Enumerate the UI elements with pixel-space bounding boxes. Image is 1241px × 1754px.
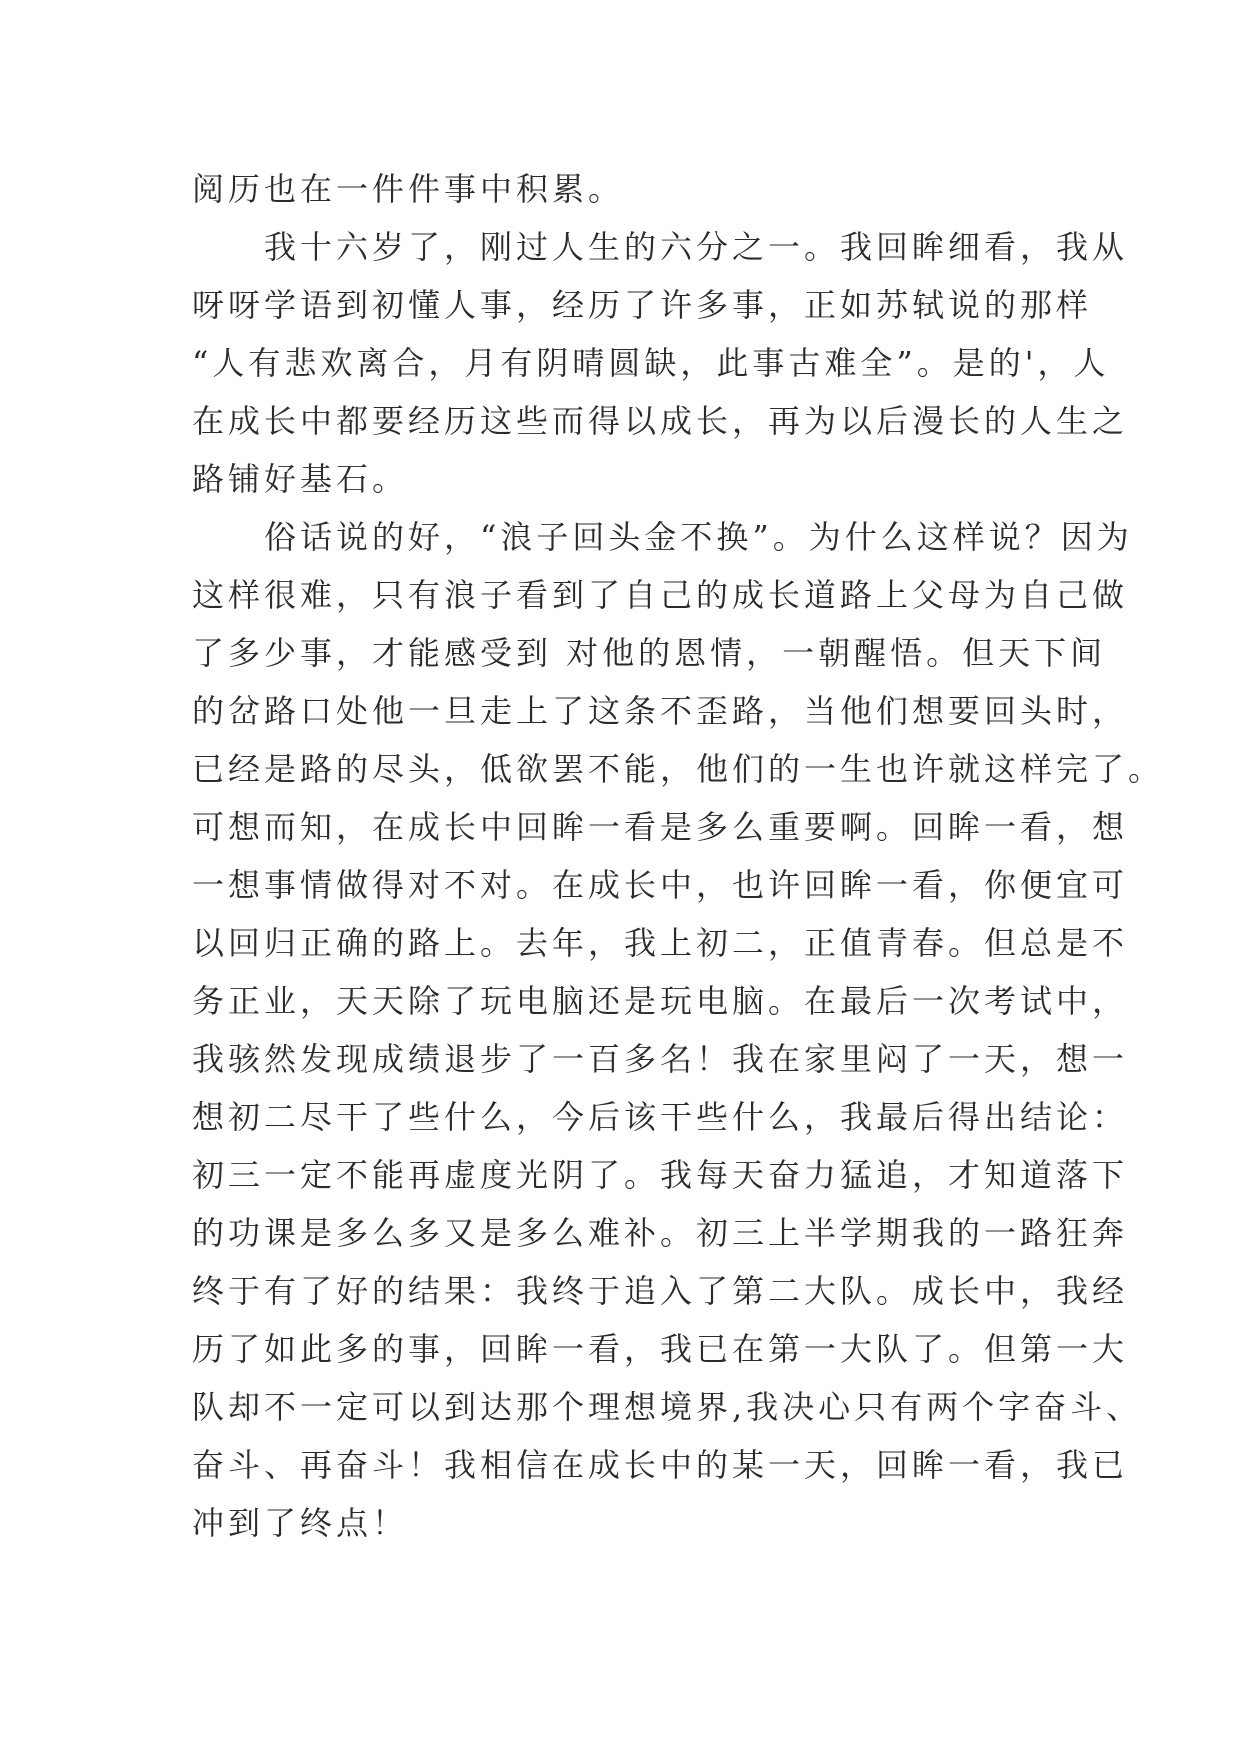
- essay-text: [192, 160, 1165, 1552]
- text-line: 终于有了好的结果：我终于追入了第二大队。成长中，我经: [192, 1272, 1129, 1310]
- text-line: 想初二尽干了些什么，今后该干些什么，我最后得出结论：: [192, 1098, 1129, 1136]
- text-line: 我十六岁了，刚过人生的六分之一。我回眸细看，我从: [192, 228, 1129, 266]
- text-line: 冲到了终点！: [192, 1504, 409, 1542]
- text-line: 奋斗、再奋斗！我相信在成长中的某一天，回眸一看，我已: [192, 1446, 1129, 1484]
- text-line: 呀呀学语到初懂人事，经历了许多事，正如苏轼说的那样: [192, 286, 1093, 324]
- text-line: 的功课是多么多又是多么难补。初三上半学期我的一路狂奔: [192, 1214, 1129, 1252]
- text-line: 我骇然发现成绩退步了一百多名！我在家里闷了一天，想一: [192, 1040, 1129, 1078]
- text-line: 历了如此多的事，回眸一看，我已在第一大队了。但第一大: [192, 1330, 1129, 1368]
- text-line: 一想事情做得对不对。在成长中，也许回眸一看，你便宜可: [192, 866, 1129, 904]
- text-line: 已经是路的尽头，低欲罢不能，他们的一生也许就这样完了。: [192, 750, 1165, 788]
- text-line: 阅历也在一件件事中积累。: [192, 170, 625, 208]
- text-line: 以回归正确的路上。去年，我上初二，正值青春。但总是不: [192, 924, 1129, 962]
- text-line: “人有悲欢离合，月有阴晴圆缺，此事古难全”。是的'，人: [192, 344, 1110, 382]
- text-line: 这样很难，只有浪子看到了自己的成长道路上父母为自己做: [192, 576, 1129, 614]
- text-line: 队却不一定可以到达那个理想境界,我决心只有两个字奋斗、: [192, 1388, 1143, 1426]
- text-line: 俗话说的好，“浪子回头金不换”。为什么这样说？因为: [192, 518, 1133, 556]
- text-line: 路铺好基石。: [192, 460, 409, 498]
- text-line: 务正业，天天除了玩电脑还是玩电脑。在最后一次考试中，: [192, 982, 1129, 1020]
- text-line: 可想而知，在成长中回眸一看是多么重要啊。回眸一看，想: [192, 808, 1129, 846]
- text-line: 的岔路口处他一旦走上了这条不歪路，当他们想要回头时，: [192, 692, 1129, 730]
- text-line: 在成长中都要经历这些而得以成长，再为以后漫长的人生之: [192, 402, 1129, 440]
- text-line: 了多少事，才能感受到 对他的恩情，一朝醒悟。但天下间: [192, 634, 1107, 672]
- text-line: 初三一定不能再虚度光阴了。我每天奋力猛追，才知道落下: [192, 1156, 1129, 1194]
